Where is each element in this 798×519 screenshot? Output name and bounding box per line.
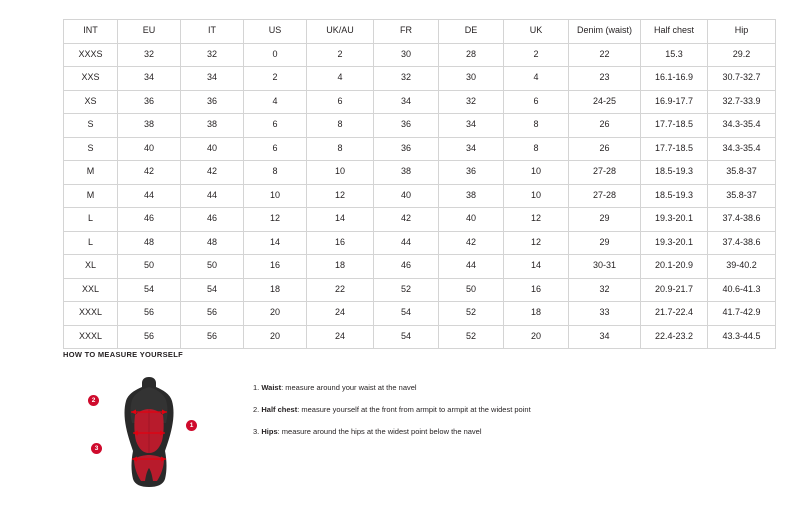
cell-half-chest: 19.3-20.1 [641,231,708,255]
cell-fr: 40 [374,184,439,208]
cell-de: 52 [439,302,504,326]
column-header-int: INT [64,20,118,44]
cell-half-chest: 20.9-21.7 [641,278,708,302]
cell-uk: 10 [504,161,569,185]
cell-fr: 52 [374,278,439,302]
step-number: 1. [253,383,260,392]
cell-eu: 46 [118,208,181,232]
column-header-us: US [244,20,307,44]
cell-it: 44 [181,184,244,208]
how-to-measure-section [63,350,735,494]
cell-uk: 10 [504,184,569,208]
cell-fr: 32 [374,67,439,91]
cell-int: XXS [64,67,118,91]
cell-eu: 38 [118,114,181,138]
cell-int: XL [64,255,118,279]
table-header [64,20,776,44]
marker-1: 1 [186,420,197,431]
cell-eu: 50 [118,255,181,279]
cell-eu: 56 [118,302,181,326]
cell-int: M [64,184,118,208]
cell-fr: 30 [374,43,439,67]
cell-fr: 38 [374,161,439,185]
column-header-eu: EU [118,20,181,44]
cell-hip: 41.7-42.9 [708,302,776,326]
section-title: HOW TO MEASURE YOURSELF [63,350,183,359]
cell-denim-waist: 27-28 [569,161,641,185]
cell-half-chest: 15.3 [641,43,708,67]
cell-eu: 36 [118,90,181,114]
cell-hip: 40.6-41.3 [708,278,776,302]
cell-uk: 12 [504,208,569,232]
cell-uk-au: 24 [307,302,374,326]
step-number: 3. [253,427,260,436]
cell-denim-waist: 32 [569,278,641,302]
cell-uk-au: 8 [307,137,374,161]
cell-it: 40 [181,137,244,161]
cell-eu: 54 [118,278,181,302]
cell-int: S [64,137,118,161]
cell-denim-waist: 33 [569,302,641,326]
cell-us: 20 [244,325,307,349]
step-term: Half chest [261,405,298,414]
column-header-uk-au: UK/AU [307,20,374,44]
measure-step-3 [253,427,531,436]
table-row [64,90,776,114]
cell-half-chest: 20.1-20.9 [641,255,708,279]
cell-it: 56 [181,325,244,349]
cell-hip: 34.3-35.4 [708,114,776,138]
cell-int: L [64,231,118,255]
cell-half-chest: 17.7-18.5 [641,114,708,138]
cell-de: 50 [439,278,504,302]
cell-de: 34 [439,137,504,161]
cell-uk: 8 [504,137,569,161]
cell-int: XXXS [64,43,118,67]
step-term: Hips [261,427,278,436]
cell-it: 48 [181,231,244,255]
cell-uk: 4 [504,67,569,91]
cell-uk: 6 [504,90,569,114]
cell-uk-au: 22 [307,278,374,302]
table-row [64,161,776,185]
cell-fr: 54 [374,302,439,326]
cell-hip: 32.7-33.9 [708,90,776,114]
column-header-fr: FR [374,20,439,44]
measure-steps [253,369,531,449]
cell-de: 52 [439,325,504,349]
cell-de: 40 [439,208,504,232]
measure-body [63,369,735,494]
cell-eu: 48 [118,231,181,255]
cell-us: 0 [244,43,307,67]
table-row [64,43,776,67]
cell-it: 34 [181,67,244,91]
cell-us: 6 [244,137,307,161]
cell-de: 38 [439,184,504,208]
cell-uk-au: 24 [307,325,374,349]
cell-half-chest: 17.7-18.5 [641,137,708,161]
size-table-container [63,19,761,349]
cell-denim-waist: 26 [569,114,641,138]
cell-denim-waist: 23 [569,67,641,91]
cell-de: 28 [439,43,504,67]
step-term: Waist [261,383,282,392]
cell-us: 18 [244,278,307,302]
cell-it: 36 [181,90,244,114]
measure-step-2 [253,405,531,414]
step-number: 2. [253,405,260,414]
cell-fr: 34 [374,90,439,114]
cell-denim-waist: 29 [569,231,641,255]
cell-us: 2 [244,67,307,91]
cell-int: XXXL [64,325,118,349]
cell-uk-au: 10 [307,161,374,185]
cell-uk: 12 [504,231,569,255]
cell-uk: 20 [504,325,569,349]
cell-uk: 8 [504,114,569,138]
cell-int: XXL [64,278,118,302]
cell-half-chest: 18.5-19.3 [641,161,708,185]
cell-half-chest: 18.5-19.3 [641,184,708,208]
table-row [64,67,776,91]
step-text: : measure around your waist at the navel [281,383,417,392]
cell-de: 44 [439,255,504,279]
cell-fr: 36 [374,137,439,161]
cell-fr: 42 [374,208,439,232]
cell-uk: 16 [504,278,569,302]
cell-uk: 18 [504,302,569,326]
cell-hip: 37.4-38.6 [708,231,776,255]
cell-it: 38 [181,114,244,138]
cell-hip: 35.8-37 [708,184,776,208]
cell-de: 32 [439,90,504,114]
mannequin-figure [93,369,213,494]
table-row [64,255,776,279]
mannequin-icon [119,375,179,487]
table-row [64,184,776,208]
cell-eu: 56 [118,325,181,349]
table-row [64,114,776,138]
cell-eu: 42 [118,161,181,185]
cell-it: 56 [181,302,244,326]
cell-de: 42 [439,231,504,255]
table-header-row [64,20,776,44]
cell-uk-au: 4 [307,67,374,91]
table-row [64,325,776,349]
column-header-half-chest: Half chest [641,20,708,44]
cell-uk-au: 16 [307,231,374,255]
cell-fr: 44 [374,231,439,255]
step-text: : measure around the hips at the widest point below the navel [277,427,482,436]
cell-it: 32 [181,43,244,67]
cell-denim-waist: 29 [569,208,641,232]
column-header-it: IT [181,20,244,44]
cell-it: 42 [181,161,244,185]
cell-us: 12 [244,208,307,232]
marker-3: 3 [91,443,102,454]
cell-us: 10 [244,184,307,208]
cell-us: 16 [244,255,307,279]
cell-half-chest: 16.9-17.7 [641,90,708,114]
cell-half-chest: 16.1-16.9 [641,67,708,91]
cell-uk: 2 [504,43,569,67]
cell-us: 8 [244,161,307,185]
cell-fr: 46 [374,255,439,279]
cell-de: 34 [439,114,504,138]
cell-fr: 54 [374,325,439,349]
cell-it: 54 [181,278,244,302]
cell-denim-waist: 26 [569,137,641,161]
column-header-uk: UK [504,20,569,44]
cell-de: 36 [439,161,504,185]
cell-hip: 29.2 [708,43,776,67]
cell-us: 4 [244,90,307,114]
table-row [64,278,776,302]
cell-half-chest: 22.4-23.2 [641,325,708,349]
cell-us: 14 [244,231,307,255]
cell-uk-au: 18 [307,255,374,279]
step-text: : measure yourself at the front from armpit to armpit at the widest point [297,405,531,414]
cell-int: S [64,114,118,138]
table-row [64,302,776,326]
cell-hip: 34.3-35.4 [708,137,776,161]
table-row [64,231,776,255]
cell-denim-waist: 24-25 [569,90,641,114]
table-row [64,137,776,161]
table-row [64,208,776,232]
cell-int: L [64,208,118,232]
cell-int: M [64,161,118,185]
cell-eu: 44 [118,184,181,208]
column-header-hip: Hip [708,20,776,44]
cell-uk-au: 8 [307,114,374,138]
cell-it: 50 [181,255,244,279]
cell-uk-au: 14 [307,208,374,232]
cell-uk-au: 6 [307,90,374,114]
cell-denim-waist: 22 [569,43,641,67]
cell-half-chest: 19.3-20.1 [641,208,708,232]
cell-hip: 35.8-37 [708,161,776,185]
cell-half-chest: 21.7-22.4 [641,302,708,326]
column-header-denim-waist: Denim (waist) [569,20,641,44]
cell-de: 30 [439,67,504,91]
cell-hip: 43.3-44.5 [708,325,776,349]
table-body [64,43,776,349]
cell-eu: 40 [118,137,181,161]
cell-uk-au: 2 [307,43,374,67]
cell-uk-au: 12 [307,184,374,208]
cell-int: XXXL [64,302,118,326]
cell-us: 20 [244,302,307,326]
column-header-de: DE [439,20,504,44]
cell-hip: 39-40.2 [708,255,776,279]
cell-denim-waist: 27-28 [569,184,641,208]
cell-eu: 32 [118,43,181,67]
size-conversion-table [63,19,776,349]
cell-us: 6 [244,114,307,138]
cell-it: 46 [181,208,244,232]
cell-denim-waist: 34 [569,325,641,349]
cell-uk: 14 [504,255,569,279]
cell-eu: 34 [118,67,181,91]
cell-denim-waist: 30-31 [569,255,641,279]
cell-fr: 36 [374,114,439,138]
cell-int: XS [64,90,118,114]
cell-hip: 37.4-38.6 [708,208,776,232]
cell-hip: 30.7-32.7 [708,67,776,91]
marker-2: 2 [88,395,99,406]
measure-step-1 [253,383,531,392]
